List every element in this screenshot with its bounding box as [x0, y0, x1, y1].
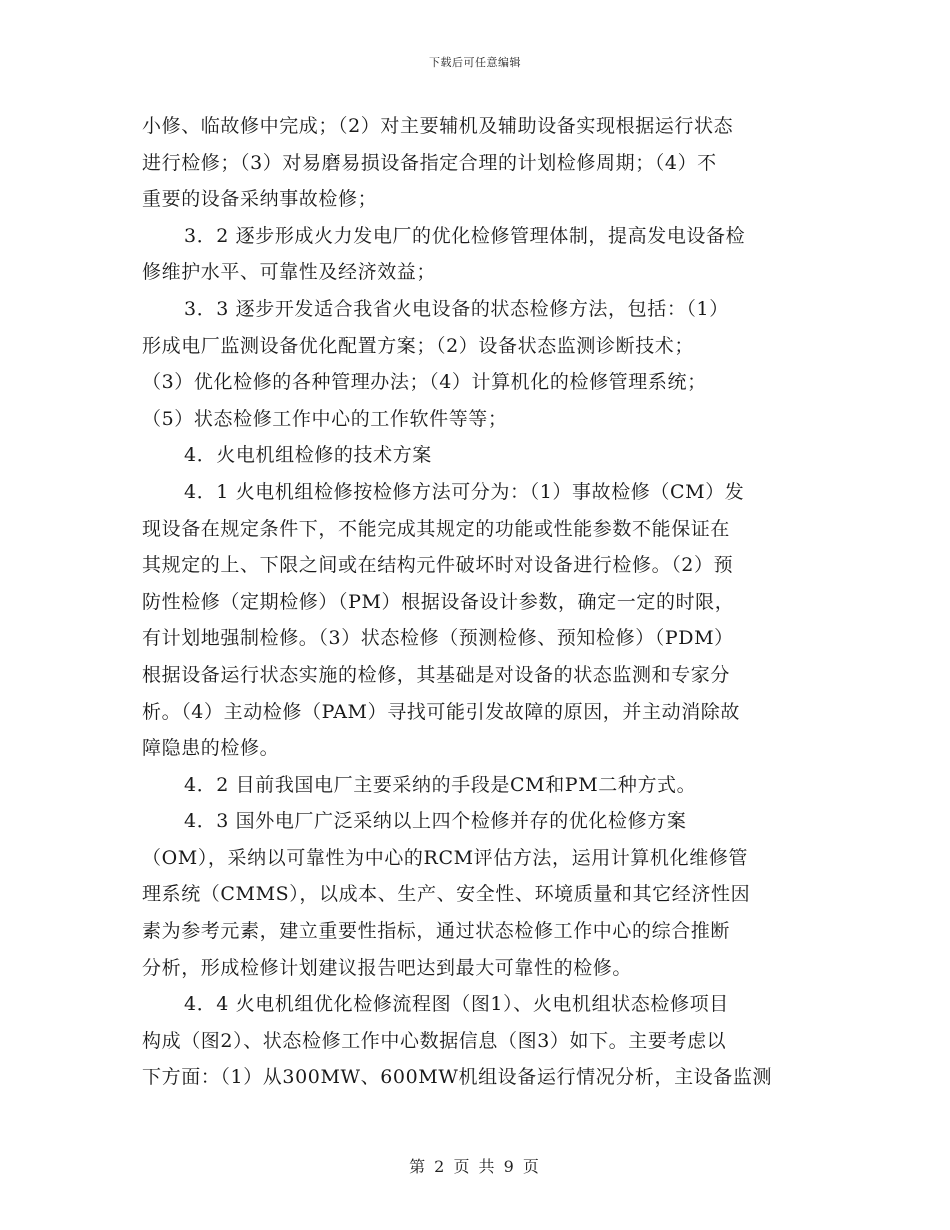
text-line: （OM），采纳以可靠性为中心的RCM评估方法，运用计算机化维修管	[142, 846, 749, 869]
section-heading-4-3: 4．3 国外电厂广泛采纳以上四个检修并存的优化检修方案	[184, 810, 687, 833]
text-line: 素为参考元素，建立重要性指标，通过状态检修工作中心的综合推断	[142, 920, 731, 943]
section-heading-3-2: 3．2 逐步形成火力发电厂的优化检修管理体制，提高发电设备检	[184, 224, 746, 247]
page-footer: 第 2 页 共 9 页	[409, 1157, 541, 1176]
section-heading-4-4: 4．4 火电机组优化检修流程图（图1）、火电机组状态检修项目	[184, 993, 729, 1016]
text-line: 重要的设备采纳事故检修；	[142, 188, 378, 211]
text-line: 障隐患的检修。	[142, 737, 280, 760]
text-line: 防性检修（定期检修）（PM）根据设备设计参数，确定一定的时限，	[142, 590, 735, 613]
section-heading-3-3: 3．3 逐步开发适合我省火电设备的状态检修方法，包括：（1）	[184, 297, 729, 320]
text-line: 构成（图2）、状态检修工作中心数据信息（图3）如下。主要考虑以	[142, 1029, 727, 1052]
text-line: （3）优化检修的各种管理办法；（4）计算机化的检修管理系统；	[142, 371, 707, 394]
text-line: 其规定的上、下限之间或在结构元件破坏时对设备进行检修。（2）预	[142, 554, 734, 577]
section-heading-4-2: 4．2 目前我国电厂主要采纳的手段是CM和PM二种方式。	[184, 773, 697, 796]
document-body	[142, 108, 812, 1096]
text-line: 下方面：（1）从300MW、600MW机组设备运行情况分析，主设备监测	[142, 1066, 773, 1089]
text-line: 分析，形成检修计划建议报告吧达到最大可靠性的检修。	[142, 956, 633, 979]
text-line: （5）状态检修工作中心的工作软件等等；	[142, 407, 508, 430]
text-line: 析。（4）主动检修（PAM）寻找可能引发故障的原因，并主动消除故	[142, 700, 741, 723]
text-line: 有计划地强制检修。（3）状态检修（预测检修、预知检修）（PDM）	[142, 627, 734, 650]
text-line: 现设备在规定条件下，不能完成其规定的功能或性能参数不能保证在	[142, 517, 731, 540]
text-line: 修维护水平、可靠性及经济效益；	[142, 261, 437, 284]
section-heading-4: 4．火电机组检修的技术方案	[184, 444, 432, 467]
page-header: 下载后可任意编辑	[429, 56, 521, 69]
text-line: 根据设备运行状态实施的检修，其基础是对设备的状态监测和专家分	[142, 663, 731, 686]
section-heading-4-1: 4．1 火电机组检修按检修方法可分为：（1）事故检修（CM）发	[184, 480, 745, 503]
text-line: 理系统（CMMS），以成本、生产、安全性、环境质量和其它经济性因	[142, 883, 751, 906]
text-line: 形成电厂监测设备优化配置方案；（2）设备状态监测诊断技术；	[142, 334, 694, 357]
text-line: 进行检修；（3）对易磨易损设备指定合理的计划检修周期；（4）不	[142, 151, 717, 174]
text-line: 小修、临故修中完成；（2）对主要辅机及辅助设备实现根据运行状态	[142, 115, 734, 137]
